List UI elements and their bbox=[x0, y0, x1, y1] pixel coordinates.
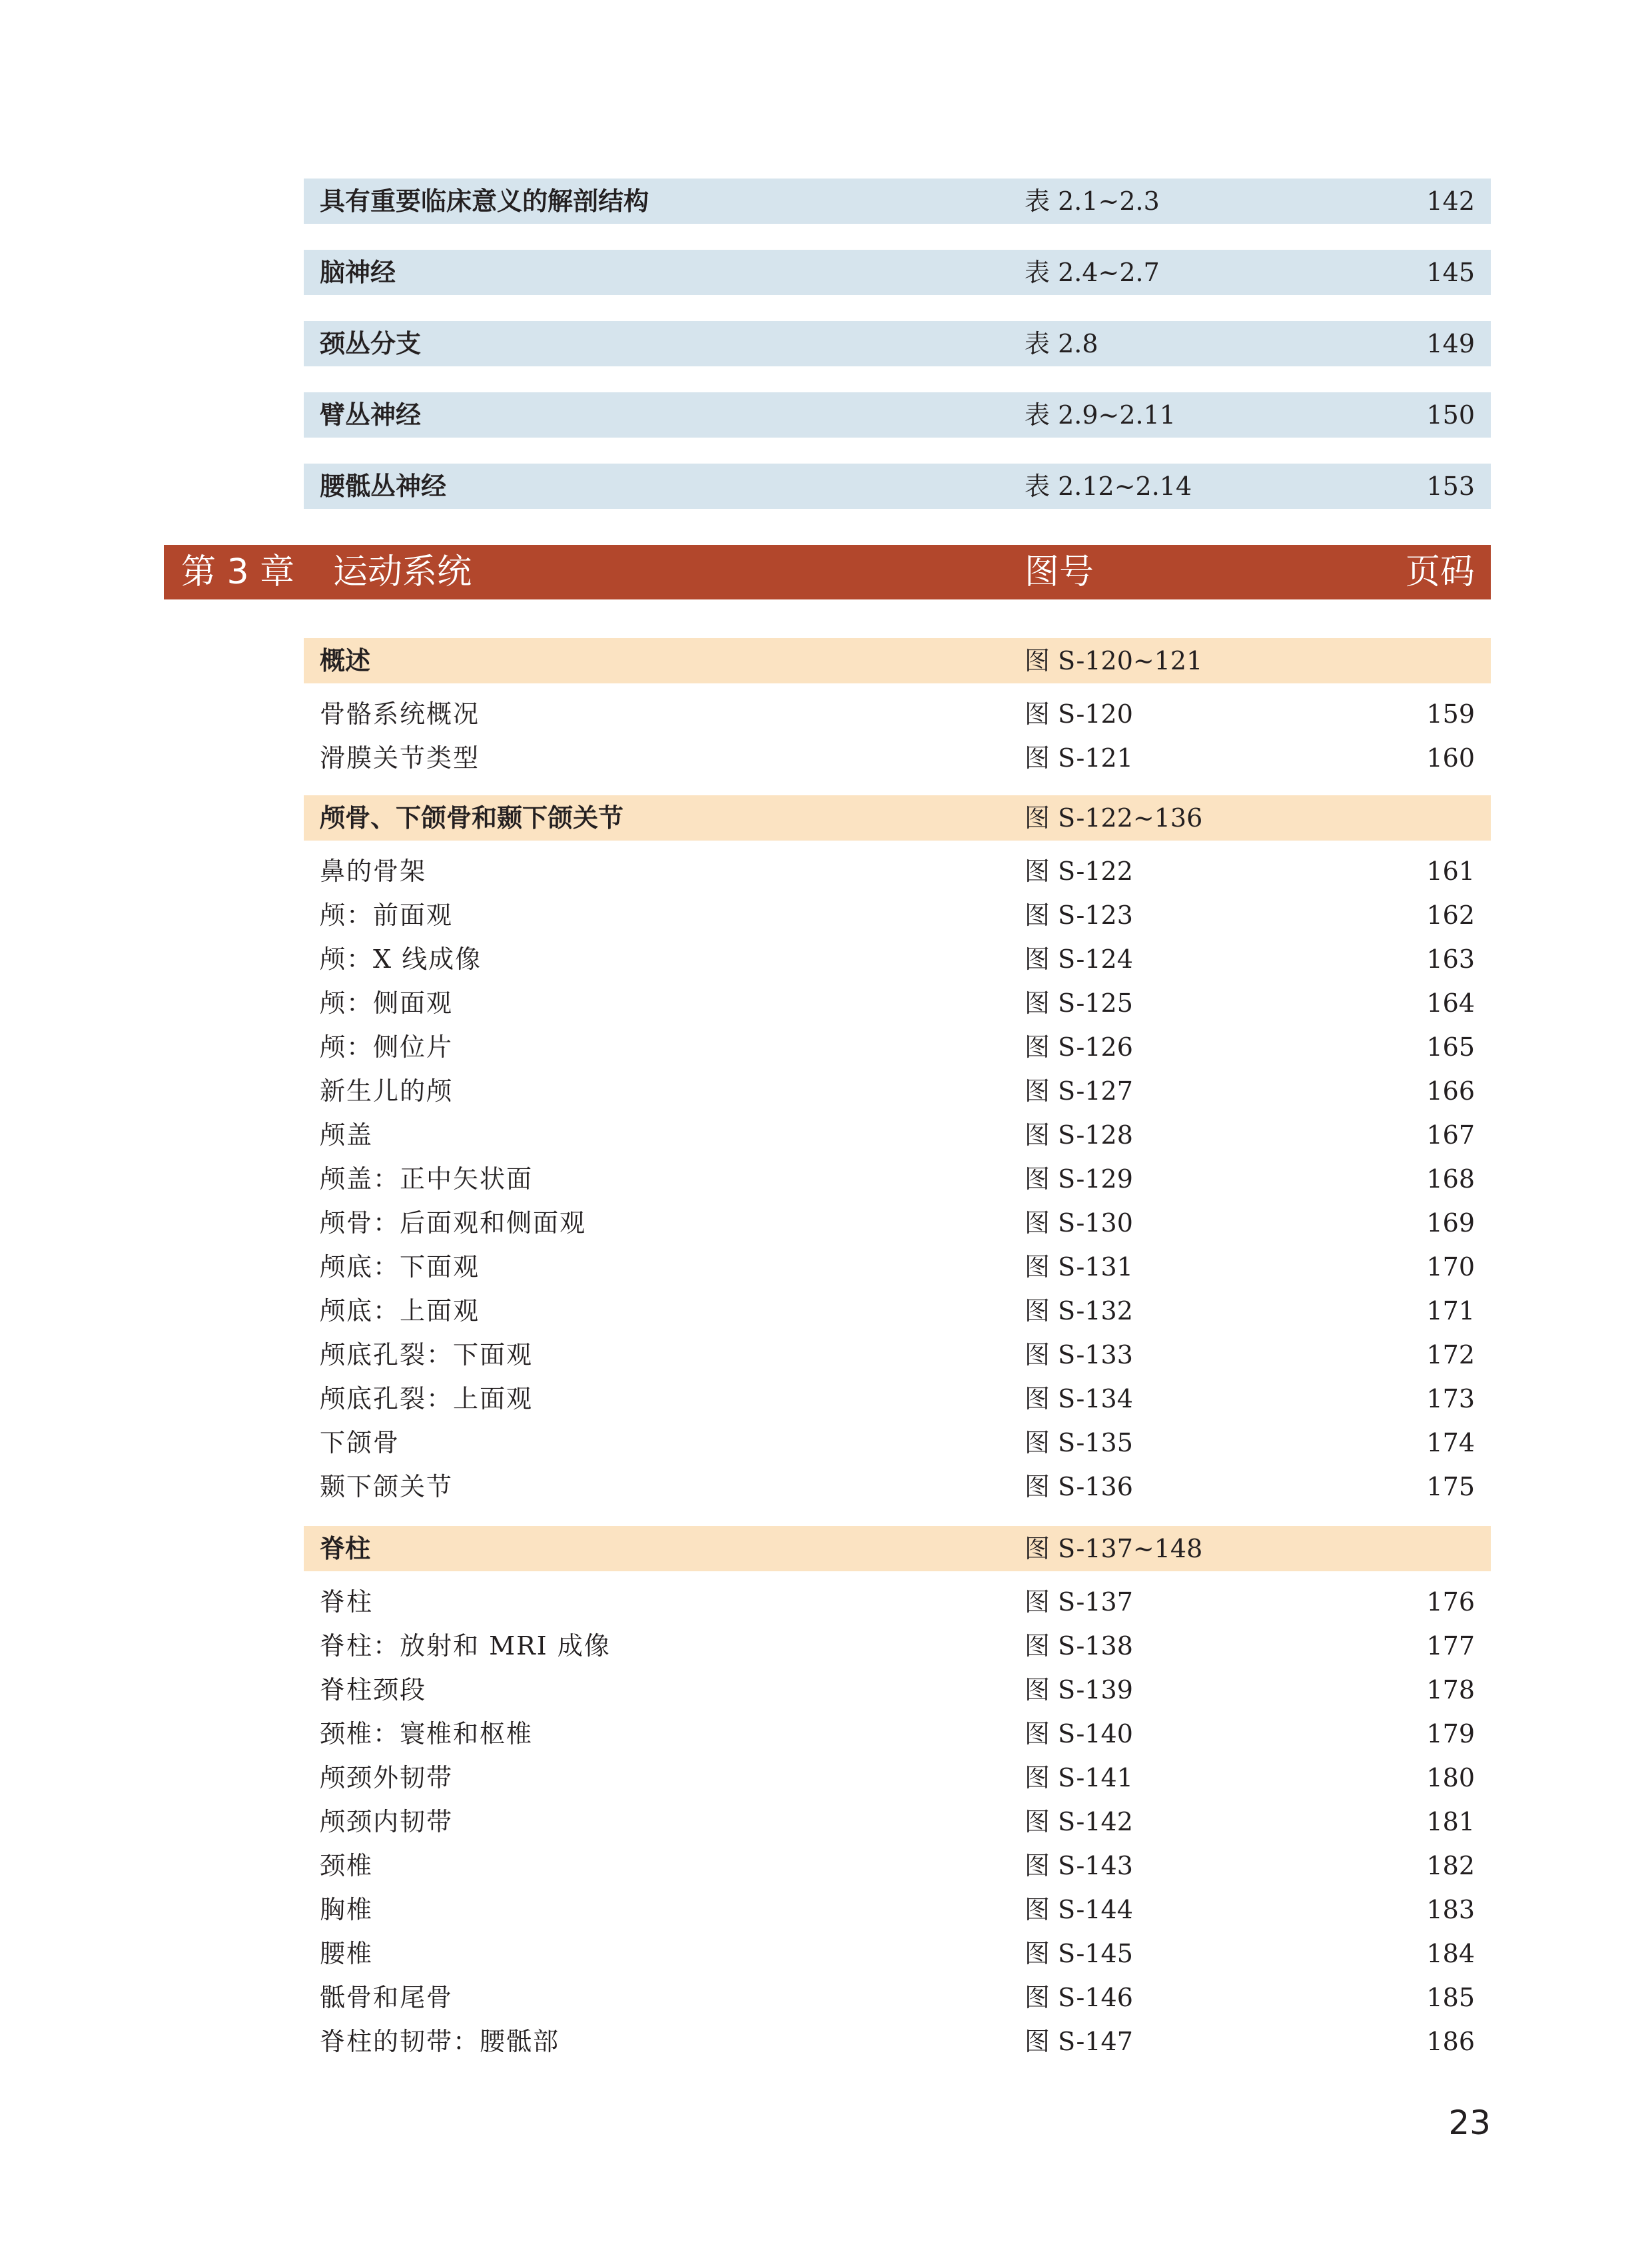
entry-page-number: 186 bbox=[1426, 2027, 1475, 2056]
toc-entry[interactable] bbox=[304, 1333, 1491, 1377]
entry-title: 颈椎 bbox=[320, 1851, 374, 1880]
entry-title: 脊柱的韧带：腰骶部 bbox=[320, 2027, 560, 2056]
entry-figure-ref: 图 S-142 bbox=[1025, 1807, 1133, 1836]
row-title: 腰骶丛神经 bbox=[320, 472, 447, 501]
entry-title: 颅：前面观 bbox=[320, 901, 454, 930]
row-title: 臂丛神经 bbox=[320, 400, 422, 430]
figure-column-header: 图号 bbox=[1025, 552, 1094, 592]
toc-entry[interactable] bbox=[304, 1201, 1491, 1245]
entry-figure-ref: 图 S-144 bbox=[1025, 1895, 1133, 1924]
entry-page-number: 177 bbox=[1426, 1631, 1475, 1661]
entry-page-number: 166 bbox=[1426, 1076, 1475, 1106]
entry-figure-ref: 图 S-124 bbox=[1025, 944, 1133, 974]
toc-row[interactable] bbox=[304, 392, 1491, 438]
entry-title: 颅底：上面观 bbox=[320, 1296, 480, 1325]
toc-row[interactable] bbox=[304, 179, 1491, 224]
toc-entry[interactable] bbox=[304, 1289, 1491, 1333]
row-page-number: 150 bbox=[1426, 400, 1475, 430]
toc-entry[interactable] bbox=[304, 1113, 1491, 1157]
row-figure-ref: 表 2.4~2.7 bbox=[1025, 258, 1160, 287]
entry-page-number: 181 bbox=[1426, 1807, 1475, 1836]
section-header[interactable] bbox=[304, 795, 1491, 841]
toc-entry[interactable] bbox=[304, 1377, 1491, 1421]
entry-figure-ref: 图 S-131 bbox=[1025, 1252, 1133, 1282]
toc-row[interactable] bbox=[304, 250, 1491, 295]
toc-entry[interactable] bbox=[304, 1069, 1491, 1113]
entry-page-number: 160 bbox=[1426, 743, 1475, 773]
toc-entry[interactable] bbox=[304, 1245, 1491, 1289]
entry-title: 颅颈内韧带 bbox=[320, 1807, 454, 1836]
entry-page-number: 165 bbox=[1426, 1032, 1475, 1062]
entry-title: 颈椎：寰椎和枢椎 bbox=[320, 1719, 534, 1748]
entry-figure-ref: 图 S-134 bbox=[1025, 1384, 1133, 1413]
section-header[interactable] bbox=[304, 1526, 1491, 1571]
toc-entry[interactable] bbox=[304, 1025, 1491, 1069]
entry-title: 脊柱颈段 bbox=[320, 1675, 427, 1704]
entry-figure-ref: 图 S-141 bbox=[1025, 1763, 1133, 1792]
row-page-number: 153 bbox=[1426, 472, 1475, 501]
entry-title: 骨骼系统概况 bbox=[320, 699, 480, 729]
entry-title: 脊柱：放射和 MRI 成像 bbox=[320, 1631, 611, 1661]
entry-figure-ref: 图 S-135 bbox=[1025, 1428, 1133, 1457]
page-column-header: 页码 bbox=[1405, 552, 1475, 592]
entry-title: 颅底孔裂：上面观 bbox=[320, 1384, 534, 1413]
toc-entry[interactable] bbox=[304, 893, 1491, 937]
entry-title: 鼻的骨架 bbox=[320, 857, 427, 886]
entry-figure-ref: 图 S-143 bbox=[1025, 1851, 1133, 1880]
entry-figure-ref: 图 S-129 bbox=[1025, 1164, 1133, 1194]
toc-entry[interactable] bbox=[304, 937, 1491, 981]
toc-entry[interactable] bbox=[304, 692, 1491, 736]
entry-figure-ref: 图 S-121 bbox=[1025, 743, 1133, 773]
entry-page-number: 179 bbox=[1426, 1719, 1475, 1748]
entry-page-number: 162 bbox=[1426, 901, 1475, 930]
section-figure-range: 图 S-120~121 bbox=[1025, 646, 1203, 675]
entry-title: 颅颈外韧带 bbox=[320, 1763, 454, 1792]
entry-title: 颅：侧面观 bbox=[320, 988, 454, 1018]
row-title: 脑神经 bbox=[320, 258, 396, 287]
entry-title: 颅：侧位片 bbox=[320, 1032, 454, 1062]
toc-entry[interactable] bbox=[304, 1888, 1491, 1932]
entry-page-number: 173 bbox=[1426, 1384, 1475, 1413]
entry-figure-ref: 图 S-126 bbox=[1025, 1032, 1133, 1062]
entry-figure-ref: 图 S-132 bbox=[1025, 1296, 1133, 1325]
row-page-number: 145 bbox=[1426, 258, 1475, 287]
entry-page-number: 164 bbox=[1426, 988, 1475, 1018]
entry-figure-ref: 图 S-123 bbox=[1025, 901, 1133, 930]
entry-page-number: 168 bbox=[1426, 1164, 1475, 1194]
entry-title: 颅盖 bbox=[320, 1120, 374, 1150]
chapter-title: 运动系统 bbox=[333, 552, 472, 592]
entry-page-number: 184 bbox=[1426, 1939, 1475, 1968]
entry-title: 颅底孔裂：下面观 bbox=[320, 1340, 534, 1369]
section-figure-range: 图 S-122~136 bbox=[1025, 803, 1203, 833]
entry-page-number: 183 bbox=[1426, 1895, 1475, 1924]
toc-entry[interactable] bbox=[304, 736, 1491, 780]
toc-entry[interactable] bbox=[304, 1465, 1491, 1509]
toc-entry[interactable] bbox=[304, 1668, 1491, 1712]
entry-title: 脊柱 bbox=[320, 1587, 374, 1617]
entry-figure-ref: 图 S-146 bbox=[1025, 1983, 1133, 2012]
chapter-number: 第 3 章 bbox=[181, 552, 295, 592]
entry-title: 腰椎 bbox=[320, 1939, 374, 1968]
entry-page-number: 182 bbox=[1426, 1851, 1475, 1880]
entry-page-number: 171 bbox=[1426, 1296, 1475, 1325]
toc-entry[interactable] bbox=[304, 1580, 1491, 1624]
toc-entry[interactable] bbox=[304, 1421, 1491, 1465]
entry-figure-ref: 图 S-136 bbox=[1025, 1472, 1133, 1501]
entry-figure-ref: 图 S-139 bbox=[1025, 1675, 1133, 1704]
row-title: 具有重要临床意义的解剖结构 bbox=[320, 187, 649, 216]
section-header[interactable] bbox=[304, 638, 1491, 683]
entry-page-number: 172 bbox=[1426, 1340, 1475, 1369]
entry-title: 颅底：下面观 bbox=[320, 1252, 480, 1282]
entry-page-number: 170 bbox=[1426, 1252, 1475, 1282]
toc-entry[interactable] bbox=[304, 1800, 1491, 1844]
entry-figure-ref: 图 S-147 bbox=[1025, 2027, 1133, 2056]
row-figure-ref: 表 2.12~2.14 bbox=[1025, 472, 1192, 501]
entry-page-number: 185 bbox=[1426, 1983, 1475, 2012]
toc-entry[interactable] bbox=[304, 1844, 1491, 1888]
row-page-number: 142 bbox=[1426, 187, 1475, 216]
entry-figure-ref: 图 S-133 bbox=[1025, 1340, 1133, 1369]
entry-title: 颞下颌关节 bbox=[320, 1472, 454, 1501]
entry-figure-ref: 图 S-120 bbox=[1025, 699, 1133, 729]
toc-entry[interactable] bbox=[304, 1712, 1491, 1756]
entry-page-number: 163 bbox=[1426, 944, 1475, 974]
entry-figure-ref: 图 S-125 bbox=[1025, 988, 1133, 1018]
entry-figure-ref: 图 S-137 bbox=[1025, 1587, 1133, 1617]
toc-entry[interactable] bbox=[304, 849, 1491, 893]
section-title: 概述 bbox=[320, 646, 371, 675]
toc-row[interactable] bbox=[304, 321, 1491, 366]
entry-title: 颅盖：正中矢状面 bbox=[320, 1164, 534, 1194]
row-figure-ref: 表 2.1~2.3 bbox=[1025, 187, 1160, 216]
entry-page-number: 176 bbox=[1426, 1587, 1475, 1617]
entry-title: 滑膜关节类型 bbox=[320, 743, 480, 773]
toc-entry[interactable] bbox=[304, 2020, 1491, 2063]
toc-entry[interactable] bbox=[304, 1157, 1491, 1201]
section-figure-range: 图 S-137~148 bbox=[1025, 1534, 1203, 1563]
entry-page-number: 174 bbox=[1426, 1428, 1475, 1457]
entry-title: 颅骨：后面观和侧面观 bbox=[320, 1208, 587, 1238]
entry-figure-ref: 图 S-145 bbox=[1025, 1939, 1133, 1968]
toc-entry[interactable] bbox=[304, 1932, 1491, 1976]
entry-title: 新生儿的颅 bbox=[320, 1076, 454, 1106]
entry-title: 胸椎 bbox=[320, 1895, 374, 1924]
toc-entry[interactable] bbox=[304, 1756, 1491, 1800]
row-figure-ref: 表 2.9~2.11 bbox=[1025, 400, 1176, 430]
entry-page-number: 161 bbox=[1426, 857, 1475, 886]
entry-figure-ref: 图 S-128 bbox=[1025, 1120, 1133, 1150]
entry-figure-ref: 图 S-127 bbox=[1025, 1076, 1133, 1106]
entry-page-number: 180 bbox=[1426, 1763, 1475, 1792]
entry-figure-ref: 图 S-130 bbox=[1025, 1208, 1133, 1238]
toc-entry[interactable] bbox=[304, 1976, 1491, 2020]
chapter-header bbox=[164, 545, 1491, 599]
entry-page-number: 178 bbox=[1426, 1675, 1475, 1704]
entry-title: 骶骨和尾骨 bbox=[320, 1983, 454, 2012]
section-title: 脊柱 bbox=[320, 1534, 371, 1563]
entry-figure-ref: 图 S-140 bbox=[1025, 1719, 1133, 1748]
page-number: 23 bbox=[1448, 2103, 1491, 2142]
toc-entry[interactable] bbox=[304, 1624, 1491, 1668]
entry-title: 下颌骨 bbox=[320, 1428, 400, 1457]
row-page-number: 149 bbox=[1426, 329, 1475, 358]
entry-page-number: 167 bbox=[1426, 1120, 1475, 1150]
row-figure-ref: 表 2.8 bbox=[1025, 329, 1098, 358]
entry-figure-ref: 图 S-122 bbox=[1025, 857, 1133, 886]
entry-page-number: 169 bbox=[1426, 1208, 1475, 1238]
entry-title: 颅：X 线成像 bbox=[320, 944, 482, 974]
toc-entry[interactable] bbox=[304, 981, 1491, 1025]
section-title: 颅骨、下颌骨和颞下颌关节 bbox=[320, 803, 624, 833]
toc-row[interactable] bbox=[304, 464, 1491, 509]
row-title: 颈丛分支 bbox=[320, 329, 422, 358]
entry-page-number: 175 bbox=[1426, 1472, 1475, 1501]
entry-figure-ref: 图 S-138 bbox=[1025, 1631, 1133, 1661]
entry-page-number: 159 bbox=[1426, 699, 1475, 729]
